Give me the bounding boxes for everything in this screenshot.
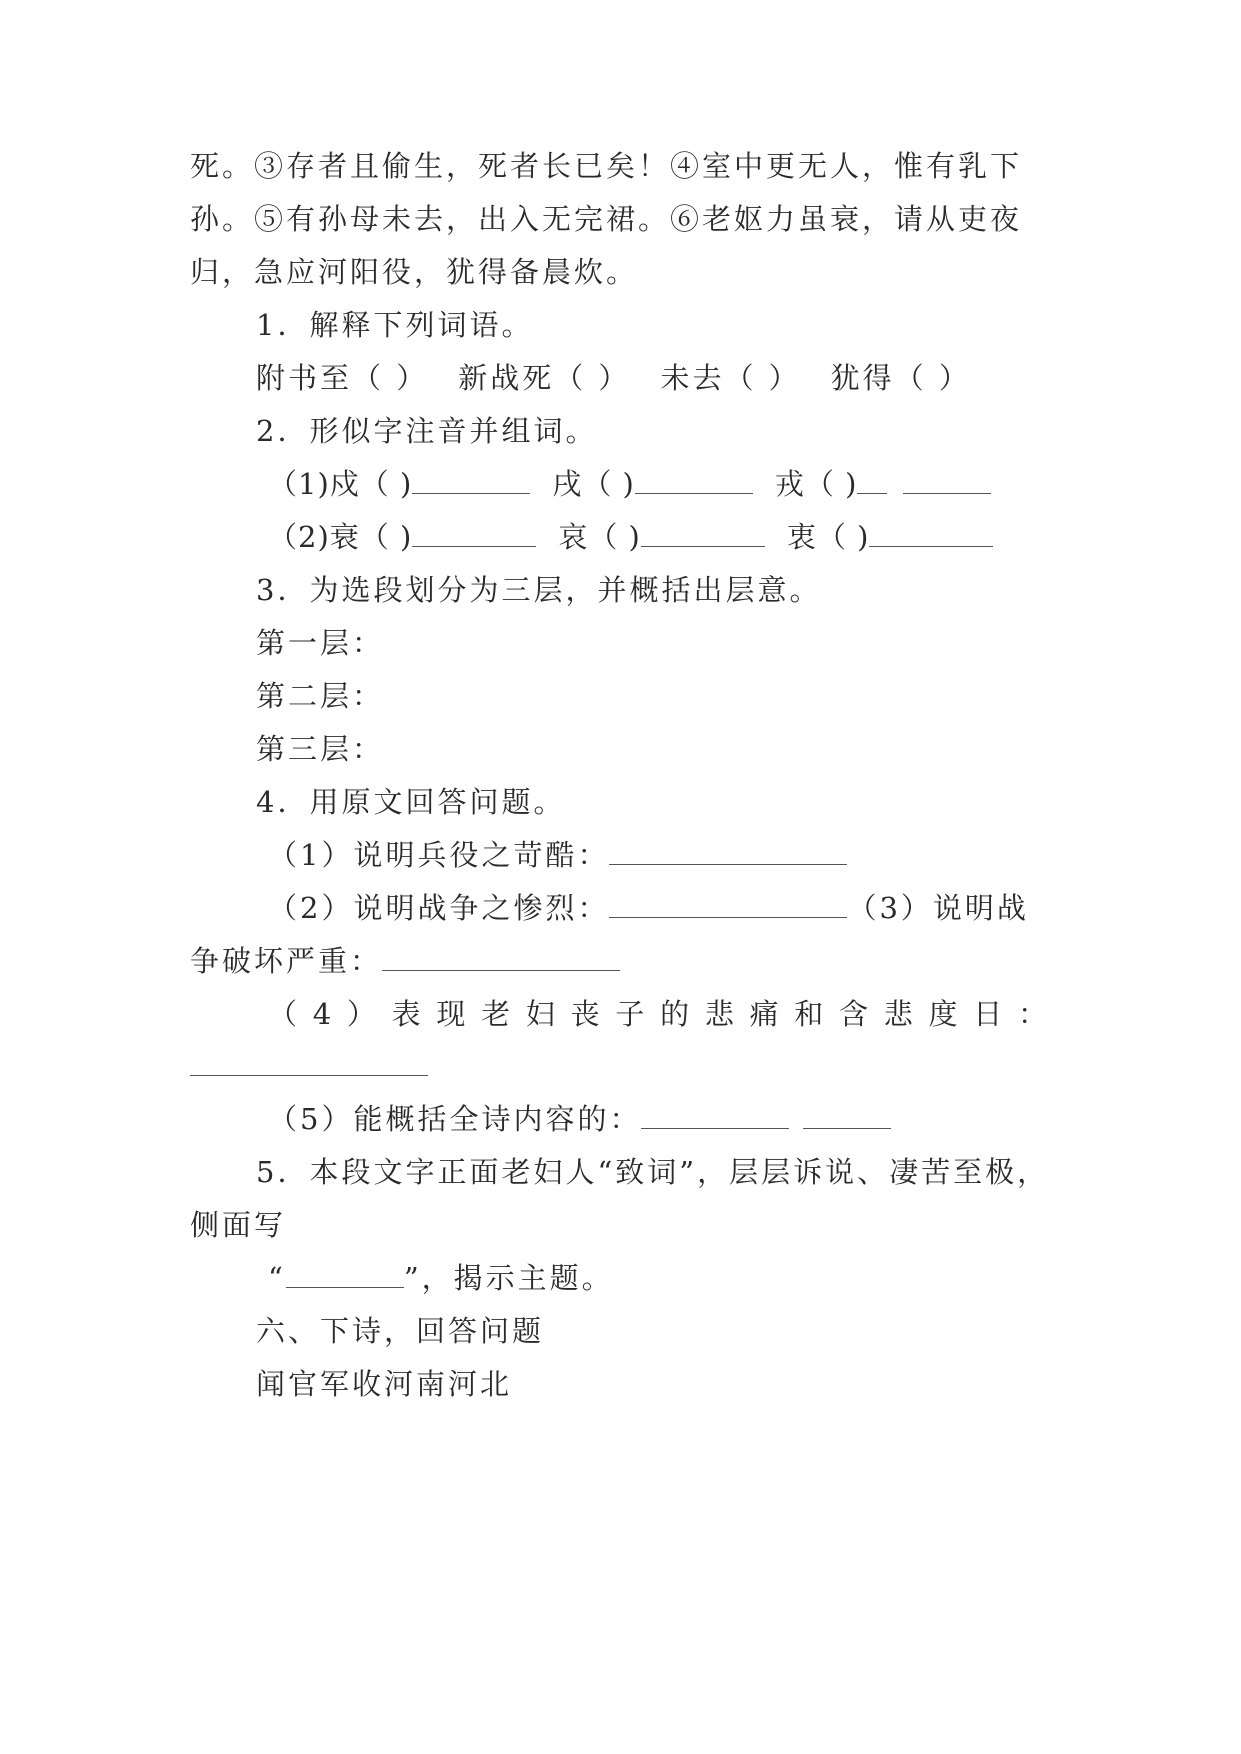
q1-item-2: 新战死（ ） [458, 361, 631, 395]
q1-item-1: 附书至（ ） [256, 361, 429, 395]
q2-title: 2．形似字注音并组词。 [256, 414, 598, 448]
q1-item-3: 未去（ ） [660, 361, 801, 395]
q3-layer-3: 第三层： [256, 732, 385, 766]
q2-row1-char-1: 戍（ ) [329, 467, 413, 501]
q4-sub-4-text: （4）表现老妇丧子的悲痛和含悲度日： [268, 997, 1050, 1031]
q4-sub-2 [268, 888, 1050, 928]
answer-blank[interactable] [869, 520, 993, 547]
q1-item-4: 犹得（ ） [830, 361, 971, 395]
poem-line-2: 孙。⑤有孙母未去，出入无完裙。⑥老妪力虽衰，请从吏夜 [190, 202, 1023, 236]
q4-sub-4-answer [190, 1046, 1050, 1086]
answer-blank[interactable] [803, 1102, 891, 1129]
answer-blank[interactable] [641, 520, 765, 547]
q1-items [256, 358, 1050, 398]
q5-quote-close: ”，揭示主题。 [403, 1261, 614, 1295]
answer-blank[interactable] [286, 1261, 404, 1288]
answer-blank[interactable] [857, 467, 887, 494]
answer-blank[interactable] [635, 467, 753, 494]
q4-sub-2-label: （2）说明战争之惨烈： [268, 891, 610, 925]
q2-row-1 [268, 464, 1050, 504]
q4-sub-3-label-a: （3）说明战 [847, 891, 1029, 925]
q2-row1-char-2: 戌（ ) [552, 467, 635, 501]
q3-layer-1: 第一层： [256, 626, 385, 660]
answer-blank[interactable] [903, 467, 991, 494]
q2-row-2 [268, 517, 1050, 557]
answer-blank[interactable] [412, 520, 536, 547]
poem-title: 闻官军收河南河北 [256, 1367, 513, 1401]
q4-sub-3 [190, 941, 1050, 981]
q5-line-3 [268, 1258, 1050, 1298]
answer-blank[interactable] [641, 1102, 789, 1129]
q2-row2-char-1: 衰（ ) [329, 520, 413, 554]
poem-line-3: 归，急应河阳役，犹得备晨炊。 [190, 255, 639, 289]
poem-line-1: 死。③存者且偷生，死者长已矣！④室中更无人，惟有乳下 [190, 149, 1023, 183]
q2-row2-char-3: 衷（ ) [786, 520, 870, 554]
answer-blank[interactable] [609, 891, 847, 918]
q4-sub-3-label-b: 争破坏严重： [190, 944, 383, 978]
q5-line-1: 5．本段文字正面老妇人“致词”，层层诉说、凄苦至极， [256, 1155, 1050, 1189]
answer-blank[interactable] [190, 1049, 428, 1076]
q1-title: 1．解释下列词语。 [256, 308, 534, 342]
q2-row2-char-2: 哀（ ) [558, 520, 641, 554]
q2-row2-num: （2) [268, 520, 330, 554]
q5-quote-open: “ [268, 1261, 286, 1295]
q5-line-2: 侧面写 [190, 1208, 287, 1242]
q3-title: 3．为选段划分为三层，并概括出层意。 [256, 573, 822, 607]
section-6-title: 六、下诗，回答问题 [256, 1314, 545, 1348]
q4-sub-1 [268, 835, 1050, 875]
answer-blank[interactable] [412, 467, 530, 494]
q4-sub-1-label: （1）说明兵役之苛酷： [268, 838, 610, 872]
answer-blank[interactable] [382, 944, 620, 971]
q4-sub-5-label: （5）能概括全诗内容的： [268, 1102, 642, 1136]
q4-title: 4．用原文回答问题。 [256, 785, 566, 819]
q4-sub-4-label [268, 994, 1050, 1034]
q3-layer-2: 第二层： [256, 679, 385, 713]
q4-sub-5 [268, 1099, 1050, 1139]
q2-row1-num: （1) [268, 467, 330, 501]
answer-blank[interactable] [609, 838, 847, 865]
q2-row1-char-3: 戎（ ) [774, 467, 858, 501]
